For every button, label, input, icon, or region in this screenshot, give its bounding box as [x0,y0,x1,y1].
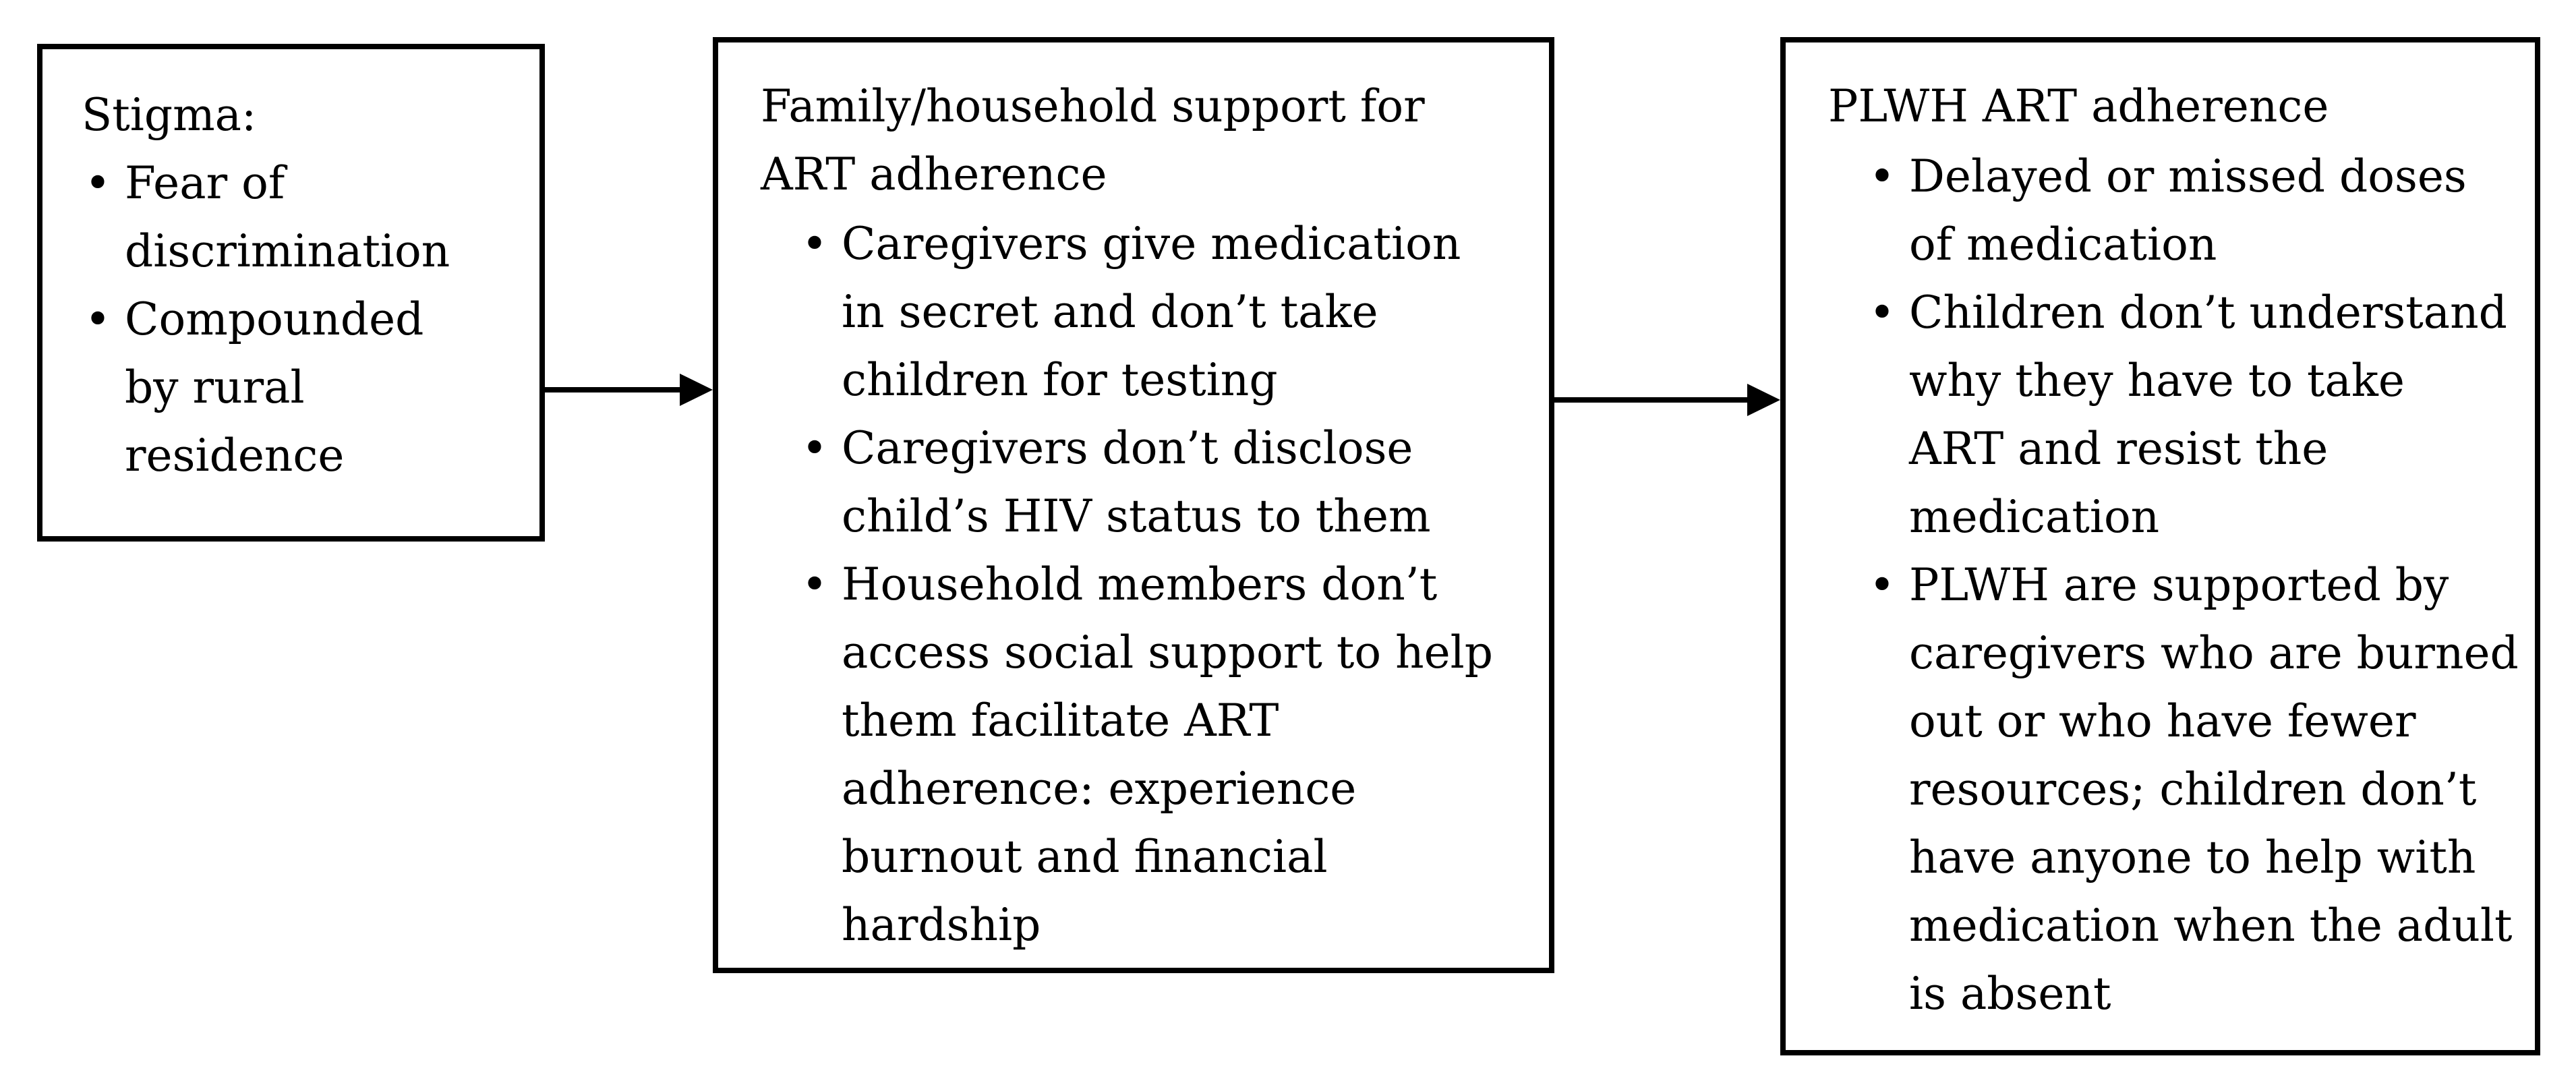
bullet-line: access social support to help [842,627,1493,678]
bullet-dot-icon: • [84,293,111,345]
bullet-line: children for testing [842,354,1278,406]
bullet-line: Caregivers give medication [842,218,1461,270]
bullet-dot-icon: • [801,422,828,474]
bullet-line: caregivers who are burned [1909,627,2519,679]
bullet-line: by rural [125,361,305,413]
bullet-line: Delayed or missed doses [1909,150,2467,202]
bullet-line: PLWH are supported by [1909,559,2449,611]
bullet-line: Children don’t understand [1909,287,2507,339]
bullet-line: out or who have fewer [1909,695,2416,747]
bullet-line: them facilitate ART [842,695,1279,747]
bullet-line: resources; children don’t [1909,763,2477,815]
arrow-family-to-adherence [1554,384,1780,416]
bullet-line: hardship [842,899,1041,951]
bullet-line: ART and resist the [1909,423,2329,475]
bullet-line: residence [125,430,345,482]
bullet-dot-icon: • [801,218,828,270]
stigma-title: Stigma: [82,89,257,141]
bullet-line: discrimination [125,225,450,277]
art-adherence-title: PLWH ART adherence [1828,80,2329,132]
bullet-line: burnout and financial [842,831,1328,883]
bullet-dot-icon: • [1869,287,1896,339]
bullet-dot-icon: • [1869,559,1896,611]
bullet-line: have anyone to help with [1909,832,2476,883]
bullet-dot-icon: • [84,157,111,209]
arrow-head-icon [1747,384,1780,416]
bullet-line: medication [1909,491,2160,543]
bullet-dot-icon: • [1869,150,1896,202]
bullet-line: medication when the adult [1909,900,2513,952]
bullet-line: child’s HIV status to them [842,490,1431,542]
bullet-line: Fear of [125,157,285,209]
bullet-line: Household members don’t [842,558,1438,610]
bullet-line: in secret and don’t take [842,286,1378,338]
bullet-line: of medication [1909,219,2217,270]
bullet-dot-icon: • [801,558,828,610]
bullet-line: adherence: experience [842,763,1357,815]
title-line: Family/household support for [761,80,1425,132]
bullet-line: Compounded [125,293,424,345]
title-line: ART adherence [761,148,1107,200]
arrow-stigma-to-family [545,374,713,406]
bullet-line: Caregivers don’t disclose [842,422,1413,474]
bullet-line: why they have to take [1909,355,2405,407]
arrow-head-icon [680,374,713,406]
bullet-line: is absent [1909,968,2111,1020]
